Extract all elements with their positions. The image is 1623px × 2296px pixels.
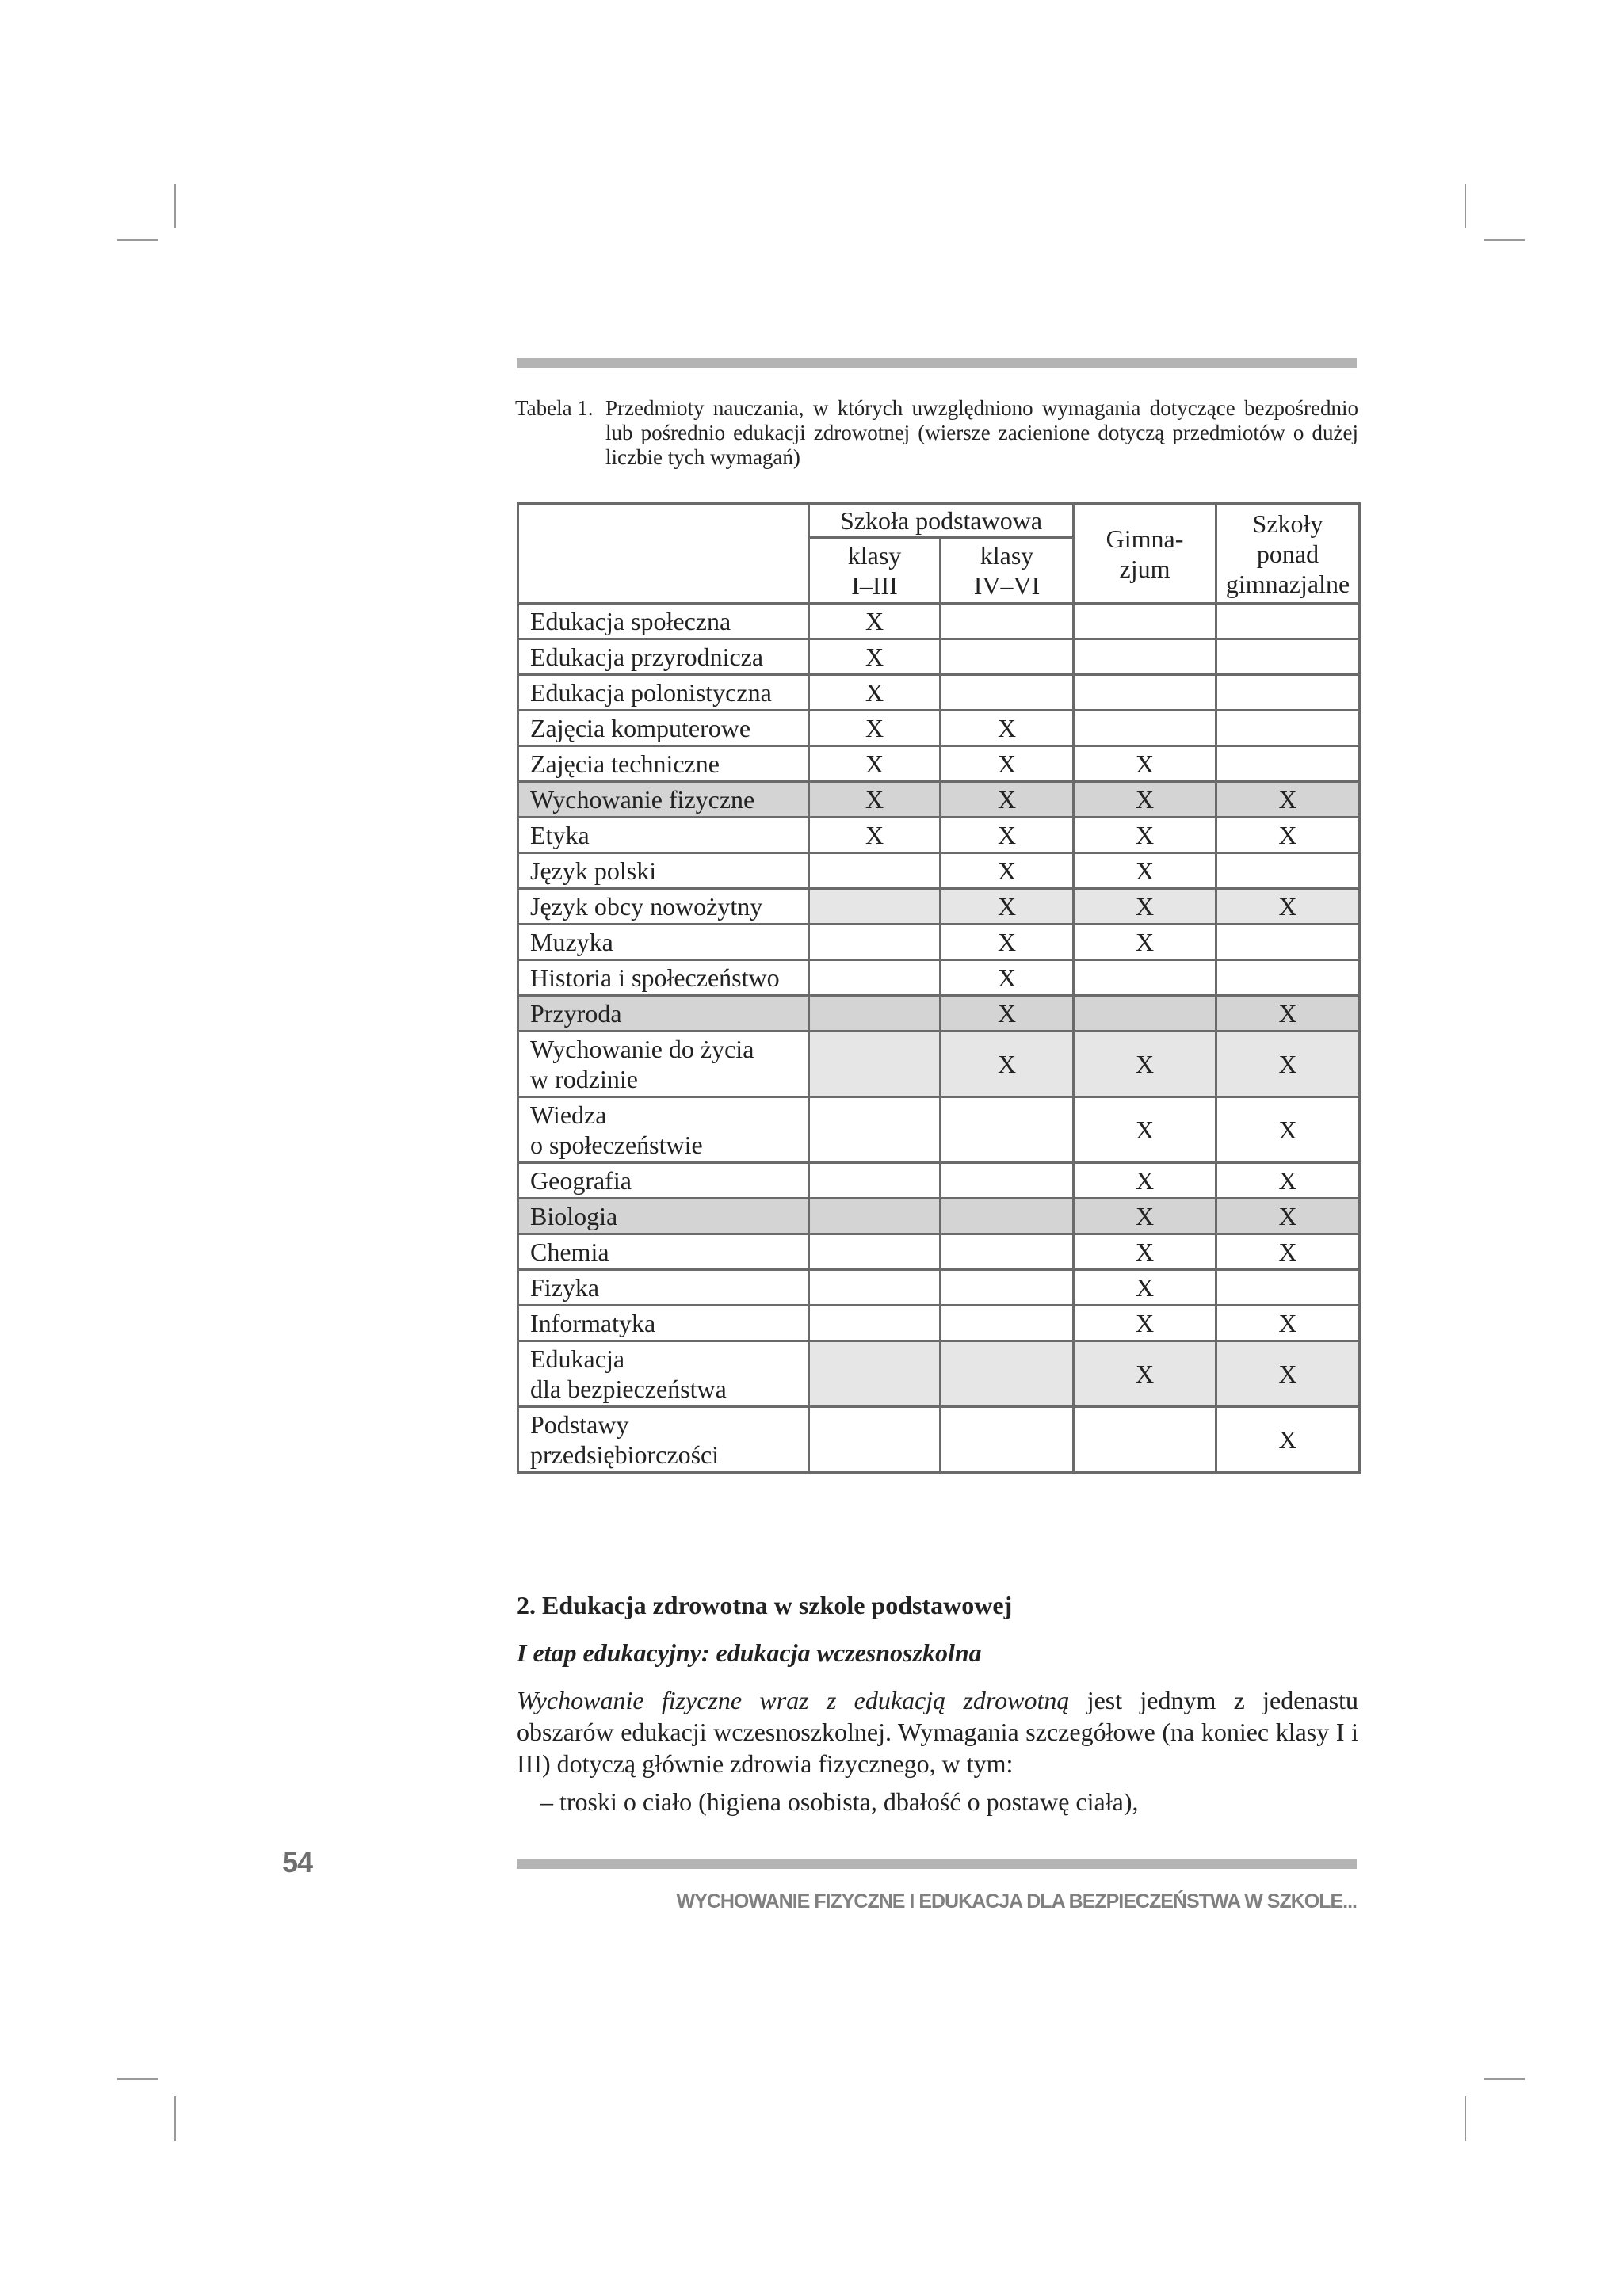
mark-cell [941,1341,1074,1407]
table-row [518,639,1360,675]
body-paragraph [517,1684,1358,1779]
mark-cell: X [1074,1163,1216,1199]
subject-cell: Chemia [518,1234,809,1270]
mark-cell: X [809,818,941,853]
crop-mark [117,239,158,241]
table-row [518,1270,1360,1306]
table-row [518,925,1360,960]
mark-cell: X [941,960,1074,996]
mark-cell [1216,639,1360,675]
subject-cell: Język obcy nowożytny [518,889,809,925]
mark-cell: X [809,604,941,639]
mark-cell [941,1097,1074,1163]
mark-cell: X [1216,1407,1360,1473]
mark-cell [941,639,1074,675]
subject-cell: Muzyka [518,925,809,960]
mark-cell [809,1341,941,1407]
table-row [518,996,1360,1032]
mark-cell: X [809,711,941,746]
crop-mark [1484,239,1525,241]
crop-mark [1465,184,1466,228]
mark-cell: X [1074,925,1216,960]
mark-cell [1074,1407,1216,1473]
mark-cell [1216,853,1360,889]
mark-cell [1216,711,1360,746]
crop-mark [1484,2078,1525,2080]
subject-cell: Geografia [518,1163,809,1199]
section-heading: 2. Edukacja zdrowotna w szkole podstawowej [517,1591,1013,1619]
subject-cell: Edukacja społeczna [518,604,809,639]
mark-cell: X [1074,1306,1216,1341]
subject-cell: Biologia [518,1199,809,1234]
mark-cell: X [1216,782,1360,818]
mark-cell: X [1216,1199,1360,1234]
mark-cell: X [941,818,1074,853]
top-rule [517,358,1357,368]
mark-cell: X [809,675,941,711]
subject-cell: Edukacja przyrodnicza [518,639,809,675]
header-middle-school: Gimna- zjum [1074,504,1216,604]
bottom-rule [517,1859,1357,1869]
mark-cell [809,1163,941,1199]
mark-cell [809,1270,941,1306]
mark-cell: X [1074,1097,1216,1163]
mark-cell [1216,604,1360,639]
subject-cell: Edukacja polonistyczna [518,675,809,711]
mark-cell: X [1074,782,1216,818]
mark-cell [941,1407,1074,1473]
mark-cell [941,1306,1074,1341]
table-row [518,1407,1360,1473]
mark-cell [941,1163,1074,1199]
mark-cell: X [1216,1163,1360,1199]
mark-cell [941,1199,1074,1234]
table-row [518,711,1360,746]
subject-cell: Zajęcia komputerowe [518,711,809,746]
subject-cell: Język polski [518,853,809,889]
mark-cell [809,1199,941,1234]
subject-cell: Edukacja dla bezpieczeństwa [518,1341,809,1407]
mark-cell: X [1216,1097,1360,1163]
header-blank-cell [518,504,809,604]
running-title: WYCHOWANIE FIZYCZNE I EDUKACJA DLA BEZPIECZEŃSTWA W SZKOLE... [676,1890,1357,1913]
mark-cell [809,1407,941,1473]
table-row [518,889,1360,925]
table-row [518,1097,1360,1163]
section-subheading: I etap edukacyjny: edukacja wczesnoszkolna [517,1638,982,1667]
subject-cell: Podstawy przedsiębiorczości [518,1407,809,1473]
mark-cell [809,1097,941,1163]
mark-cell [809,853,941,889]
mark-cell: X [1074,1341,1216,1407]
subject-cell: Historia i społeczeństwo [518,960,809,996]
subject-cell: Przyroda [518,996,809,1032]
mark-cell: X [941,1032,1074,1097]
mark-cell: X [809,746,941,782]
mark-cell [1074,996,1216,1032]
mark-cell: X [1074,1270,1216,1306]
table-row [518,782,1360,818]
mark-cell: X [941,711,1074,746]
mark-cell: X [1216,1234,1360,1270]
table-row [518,960,1360,996]
mark-cell: X [1216,1341,1360,1407]
mark-cell [1074,960,1216,996]
header-primary-school: Szkoła podstawowa [809,504,1074,538]
mark-cell: X [1216,996,1360,1032]
mark-cell: X [809,782,941,818]
table-row [518,1306,1360,1341]
table-row [518,1234,1360,1270]
mark-cell [1216,925,1360,960]
mark-cell [1216,675,1360,711]
crop-mark [174,2096,176,2141]
mark-cell: X [941,889,1074,925]
page-number: 54 [282,1846,313,1878]
mark-cell: X [1074,889,1216,925]
mark-cell: X [941,853,1074,889]
subject-cell: Fizyka [518,1270,809,1306]
table-row [518,1032,1360,1097]
subject-cell: Wychowanie fizyczne [518,782,809,818]
crop-mark [117,2078,158,2080]
mark-cell [809,1032,941,1097]
mark-cell [809,1234,941,1270]
mark-cell: X [941,746,1074,782]
table-row [518,1341,1360,1407]
para-italic: Wychowanie fizyczne wraz z edukacją zdrowotną [517,1686,1070,1714]
mark-cell [809,1306,941,1341]
mark-cell [809,889,941,925]
subject-cell: Informatyka [518,1306,809,1341]
mark-cell: X [1216,889,1360,925]
mark-cell: X [1216,1032,1360,1097]
mark-cell [941,604,1074,639]
mark-cell [1074,639,1216,675]
header-grades-4-6: klasy IV–VI [941,538,1074,604]
table-caption [515,396,1358,470]
mark-cell [809,960,941,996]
caption-text: Przedmioty nauczania, w których uwzględniono wymagania dotyczące bezpośrednio lub pośrednio edukacji zdrowotnej (wiersze zacienione dotyczą przedmiotów o dużej liczbie tych wymagań) [605,396,1358,469]
mark-cell [941,1270,1074,1306]
mark-cell: X [1074,1032,1216,1097]
mark-cell [809,925,941,960]
mark-cell [941,1234,1074,1270]
mark-cell: X [1074,746,1216,782]
subject-cell: Zajęcia techniczne [518,746,809,782]
mark-cell: X [1216,818,1360,853]
table-row [518,746,1360,782]
mark-cell: X [941,925,1074,960]
table-row [518,818,1360,853]
mark-cell [1216,746,1360,782]
table-row [518,1199,1360,1234]
mark-cell: X [1074,1199,1216,1234]
mark-cell [941,675,1074,711]
table-row [518,604,1360,639]
mark-cell: X [809,639,941,675]
mark-cell [1216,960,1360,996]
header-grades-1-3: klasy I–III [809,538,941,604]
mark-cell [809,996,941,1032]
mark-cell: X [1074,853,1216,889]
crop-mark [1465,2096,1466,2141]
table-row [518,675,1360,711]
requirements-table [517,502,1361,1474]
mark-cell [1216,1270,1360,1306]
mark-cell [1074,711,1216,746]
caption-label: Tabela 1. [515,396,594,420]
subject-cell: Etyka [518,818,809,853]
table-row [518,853,1360,889]
mark-cell: X [1074,818,1216,853]
header-upper-secondary: Szkoły ponad gimnazjalne [1216,504,1360,604]
table-row [518,1163,1360,1199]
mark-cell: X [941,782,1074,818]
subject-cell: Wiedza o społeczeństwie [518,1097,809,1163]
mark-cell: X [1074,1234,1216,1270]
para-rest: jest jednym z jedenastu obszarów edukacji wczesnoszkolnej. Wymagania szczegółowe (na koniec klasy I i III) dotyczą głównie zdrowia fizycznego, w tym: [517,1686,1359,1778]
crop-mark [174,184,176,228]
mark-cell [1074,604,1216,639]
mark-cell: X [1216,1306,1360,1341]
mark-cell: X [941,996,1074,1032]
mark-cell [1074,675,1216,711]
bullet-item: – troski o ciało (higiena osobista, dbałość o postawę ciała), [540,1787,1139,1816]
subject-cell: Wychowanie do życia w rodzinie [518,1032,809,1097]
